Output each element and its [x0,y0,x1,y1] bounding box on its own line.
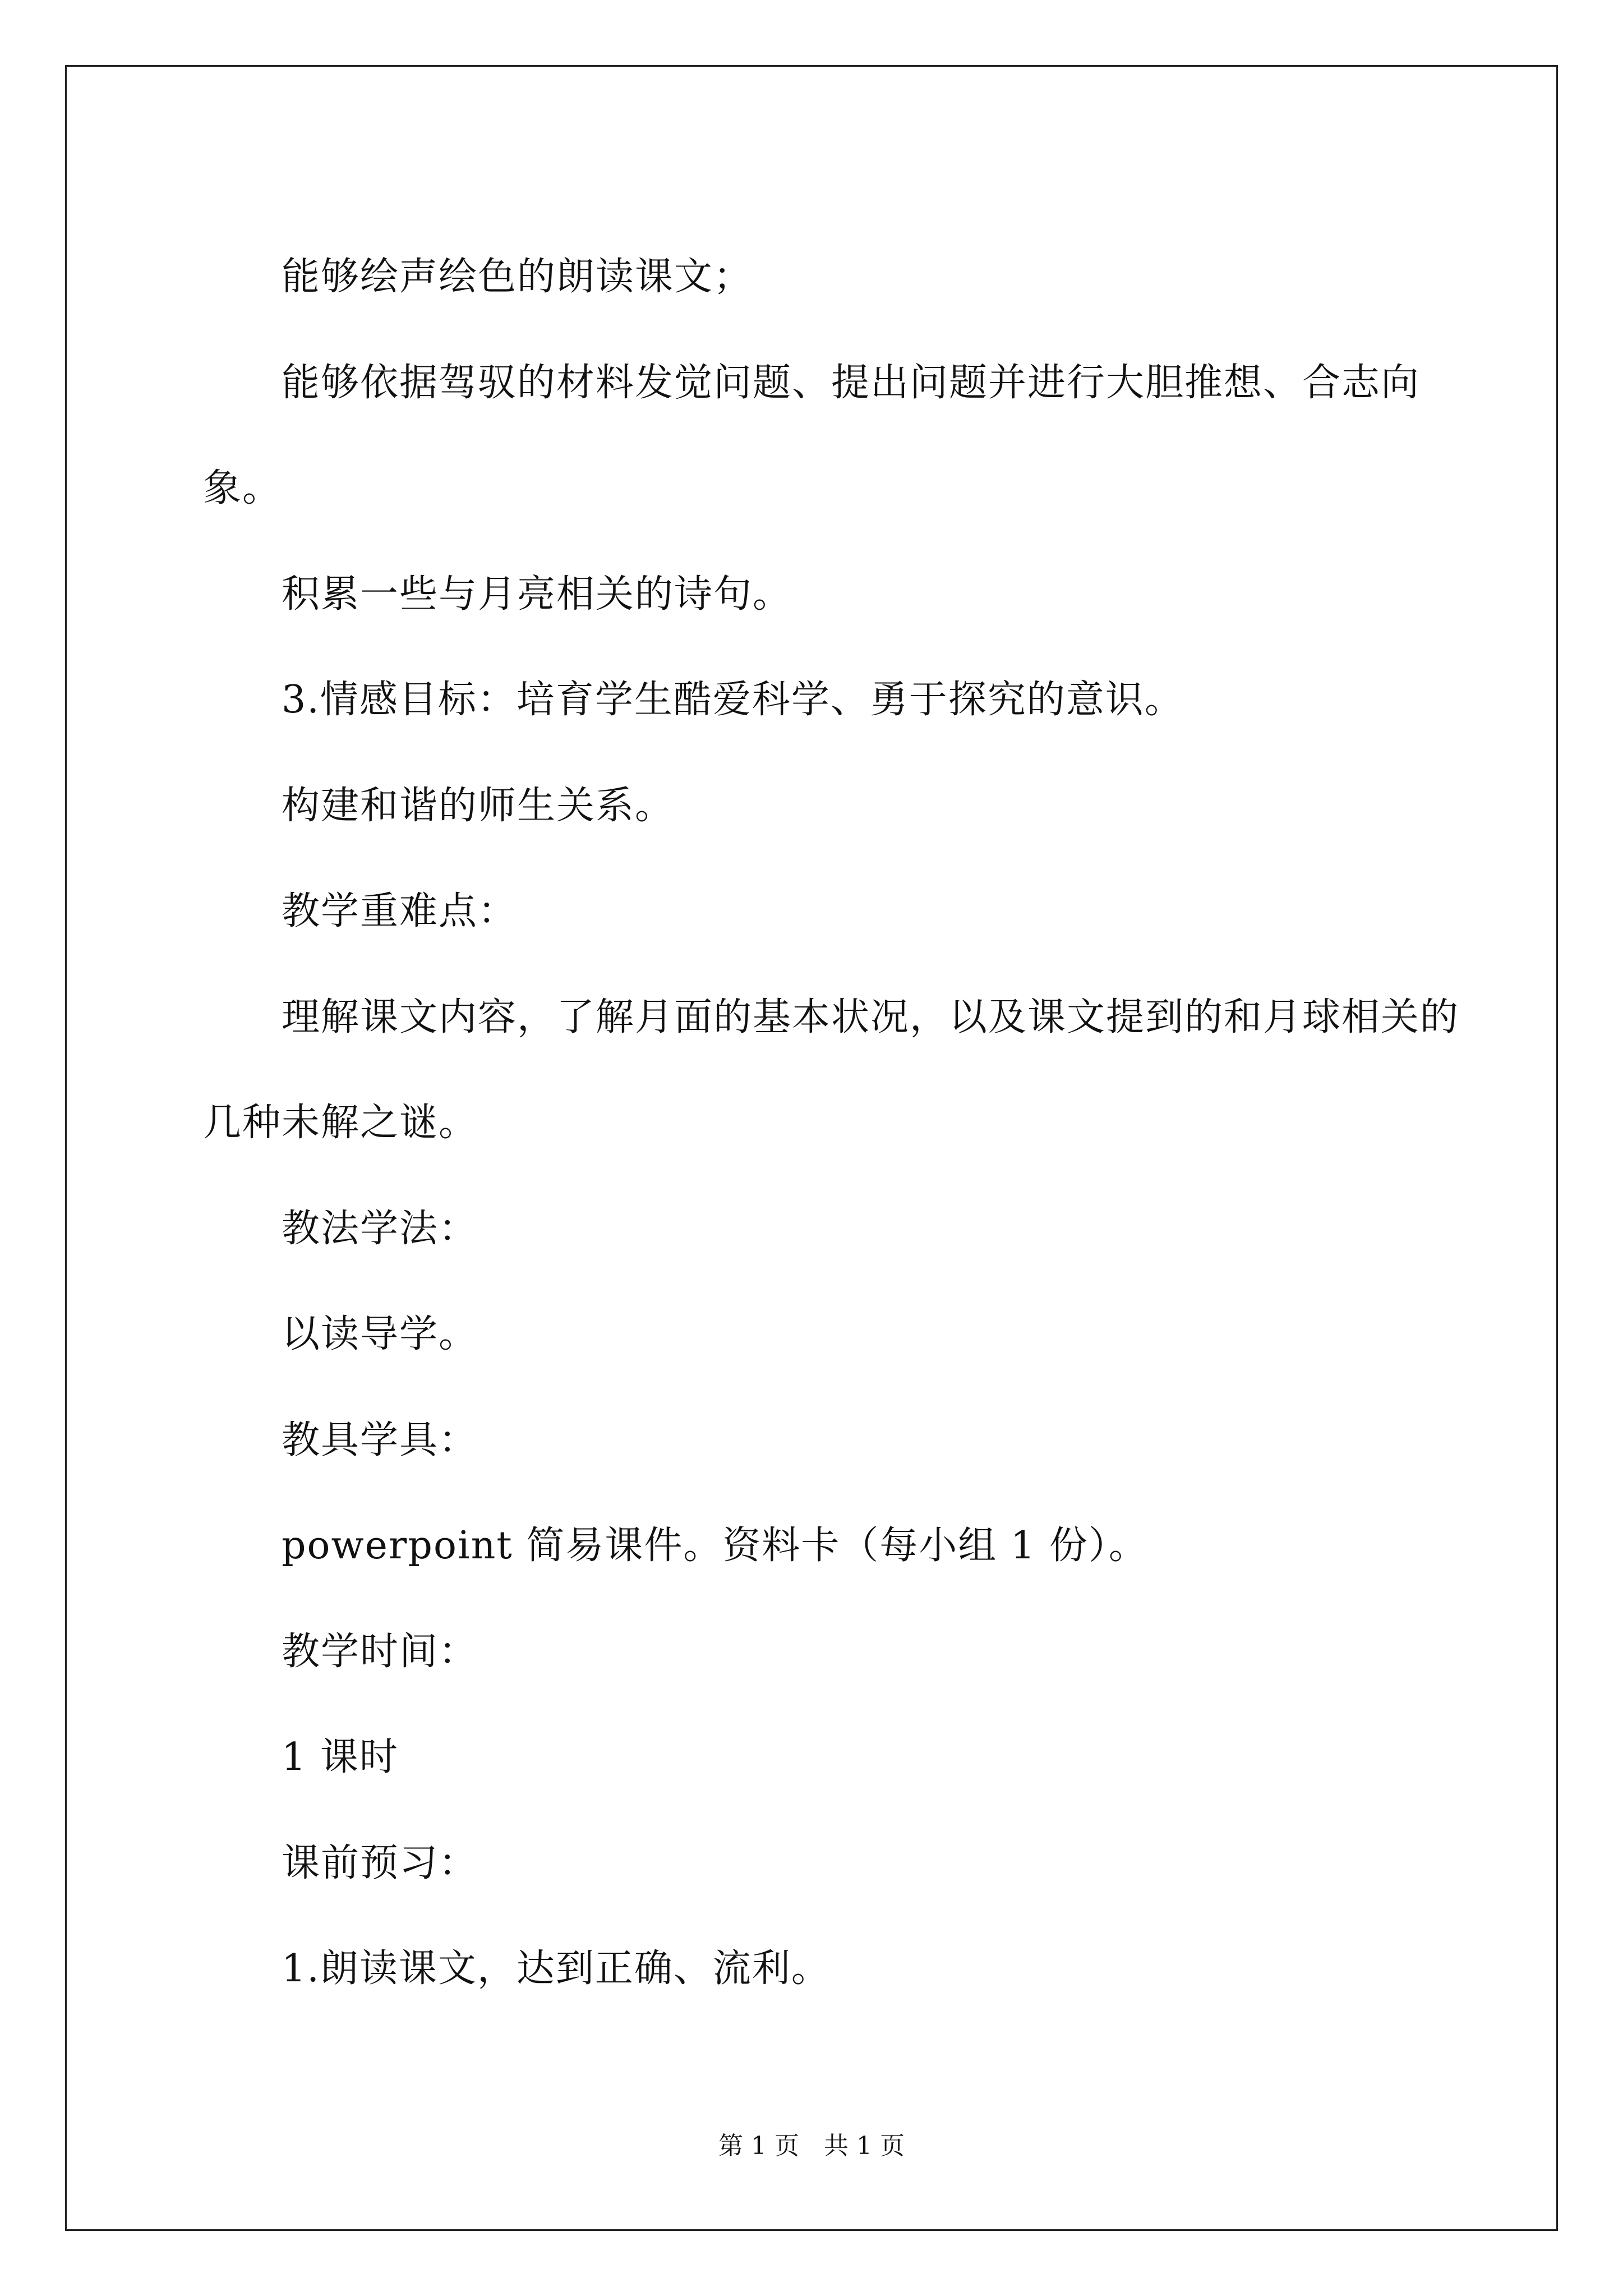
paragraph: 课前预习： [282,1841,478,1885]
paragraph: 以读导学。 [282,1312,478,1356]
paragraph: 理解课文内容，了解月面的基本状况，以及课文提到的和月球相关的几种未解之谜。 [203,995,1460,1145]
page-frame [65,65,1558,2231]
paragraph: powerpoint 简易课件。资料卡（每小组 1 份）。 [282,1524,1148,1568]
paragraph: 教学时间： [282,1630,478,1674]
paragraph: 1 课时 [282,1735,399,1779]
paragraph: 教学重难点： [282,889,518,933]
paragraph: 3.情感目标：培育学生酷爱科学、勇于探究的意识。 [282,678,1184,722]
paragraph: 1.朗读课文，达到正确、流利。 [282,1947,831,1991]
paragraph: 能够绘声绘色的朗读课文； [282,255,753,299]
document-body [67,67,1556,2229]
paragraph: 教具学具： [282,1418,478,1462]
paragraph: 构建和谐的师生关系。 [282,784,675,828]
paragraph: 能够依据驾驭的材料发觉问题、提出问题并进行大胆推想、合志向象。 [203,361,1421,510]
paragraph: 积累一些与月亮相关的诗句。 [282,572,792,616]
paragraph: 教法学法： [282,1207,478,1251]
page-footer: 第 1 页 共 1 页 [718,2132,905,2160]
